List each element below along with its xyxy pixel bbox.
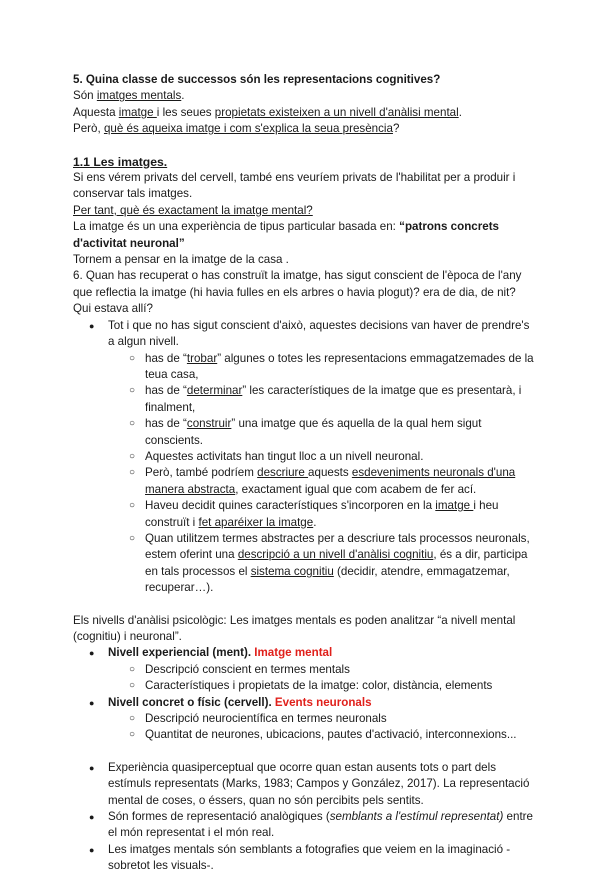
underlined-text: imatge [435,499,474,513]
underlined-text: imatges mentals [96,89,182,103]
bullet-list [73,318,535,597]
underlined-text: imatge [118,105,157,119]
list-item: ○ Característiques i propietats de la imatge: color, distància, elements [73,678,535,694]
paragraph: Tornem a pensar en la imatge de la casa . [73,253,289,267]
underlined-text: determinar [186,384,243,398]
q5-line-2 [73,105,535,121]
q5-line-1 [73,88,535,104]
text: ” algunes o totes les representacions emmagatzemades de la teua casa, [145,351,534,381]
sub-list [73,711,535,744]
list-item [73,809,535,842]
text: . [313,515,317,529]
text: i heu construït i [145,499,499,529]
text: entre el món representat i el món real. [108,810,533,840]
text: , és a dir, participa en tals processos el [145,548,528,578]
list-item: ○ Quantitat de neurones, ubicacions, pautes d'activació, interconnexions... [73,727,535,743]
text: has de “ [145,417,187,431]
paragraph-question: Per tant, què és exactament la imatge mental? [73,203,313,217]
list-item: ○ Aquestes activitats han tingut lloc a un nivell neuronal. [73,449,535,465]
bold-text: Nivell experiencial (ment). [108,646,255,660]
text: Haveu decidit quines característiques s'incorporen en la [145,499,436,513]
levels-intro: Els nivells d'anàlisi psicològic: Les imatges mentals es poden analitzar “a nivell mental (cognitiu) i neuronal”. [73,613,516,643]
text: i les seues [156,105,215,119]
text: Quan utilitzem termes abstractes per a descriure tals processos neuronals, estem oferint una [145,531,530,562]
list-item [73,645,535,661]
underlined-text: trobar [186,351,218,365]
list-item [73,498,535,531]
list-item [73,531,535,597]
text: ? [392,122,400,136]
underlined-text: descriure [257,466,309,480]
text: . [458,105,462,119]
text: Però, [73,122,104,136]
levels-list [73,645,535,661]
levels-list [73,695,535,711]
list-item [73,465,535,498]
italic-text: semblants a l'estímul representat) [329,810,504,824]
text: . [181,89,185,103]
underlined-text: sistema cognitiu [250,564,334,578]
paragraph: 6. Quan has recuperat o has construït la imatge, has sigut conscient de l'època de l'any que reflectia la imatge (hi havia fulles en els arbres o havia plogut)? era de dia, de nit? Qui estava allí? [73,269,522,316]
extra-list [73,760,535,875]
text: ” una imatge que és aquella de la qual hem sigut conscients. [145,417,482,447]
underlined-text: què és aqueixa imatge i com s'explica la seua presència [103,122,393,136]
paragraph: Si ens vérem privats del cervell, també ens veuríem privats de l'habilitat per a produir i conservar tals imatges. [73,171,516,201]
list-item [73,416,535,449]
sub-list [73,662,535,695]
text: La imatge és un una experiència de tipus particular basada en: [73,220,400,234]
text: Aquesta [73,105,119,119]
list-item: ○ Descripció conscient en termes mentals [73,662,535,678]
list-item: ● Experiència quasiperceptual que ocorre quan estan ausents tots o part dels estímuls representats (Marks, 1983; Campos y González, 2017). La representació mental de coses, o éssers, quan no són percibits pels sentits. [73,760,535,809]
underlined-text: esdeveniments neuronals d'una manera abstracta [145,466,516,496]
paragraph [73,219,535,252]
list-item [73,695,535,711]
text: ” les característiques de la imatge que es presentarà, i finalment, [145,384,522,414]
list-item: ● Les imatges mentals són semblants a fotografies que veiem en la imaginació -sobretot les visuals-. [73,842,535,875]
section-heading-1-1: 1.1 Les imatges. [73,154,168,169]
text: Són [73,89,97,103]
underlined-text: descripció a un nivell d'anàlisi cognitiu [237,548,434,562]
text: (decidir, atendre, emmagatzemar, recuperar…). [145,564,510,595]
underlined-text: propietats existeixen a un nivell d'anàlisi mental [214,105,459,119]
text: Però, també podríem [145,466,258,480]
question-5-title: 5. Quina classe de successos són les representacions cognitives? [73,73,441,86]
bold-text: “patrons concrets d'activitat neuronal” [73,220,500,250]
text: Tot i que no has sigut conscient d'això, aquestes decisions van haver de prendre's a algun nivell. [108,318,530,349]
sub-list [108,351,535,597]
text: Són formes de representació analògiques ( [108,810,330,824]
list-item: ○ Descripció neurocientífica en termes neuronals [73,711,535,727]
document-body [73,72,535,875]
list-item [73,383,535,416]
list-item [73,318,535,597]
text: has de “ [145,384,187,398]
text: has de “ [145,351,187,365]
underlined-text: construir [186,417,232,431]
q5-line-3 [73,121,535,137]
list-item [73,351,535,384]
bold-text: Nivell concret o físic (cervell). [108,695,275,709]
highlight-text: Events neuronals [274,695,372,709]
highlight-text: Imatge mental [254,646,333,660]
underlined-text: fet aparéixer la imatge [198,515,314,529]
text: , exactament igual que com acabem de fer ací. [235,482,477,496]
text: aquests [308,466,352,480]
